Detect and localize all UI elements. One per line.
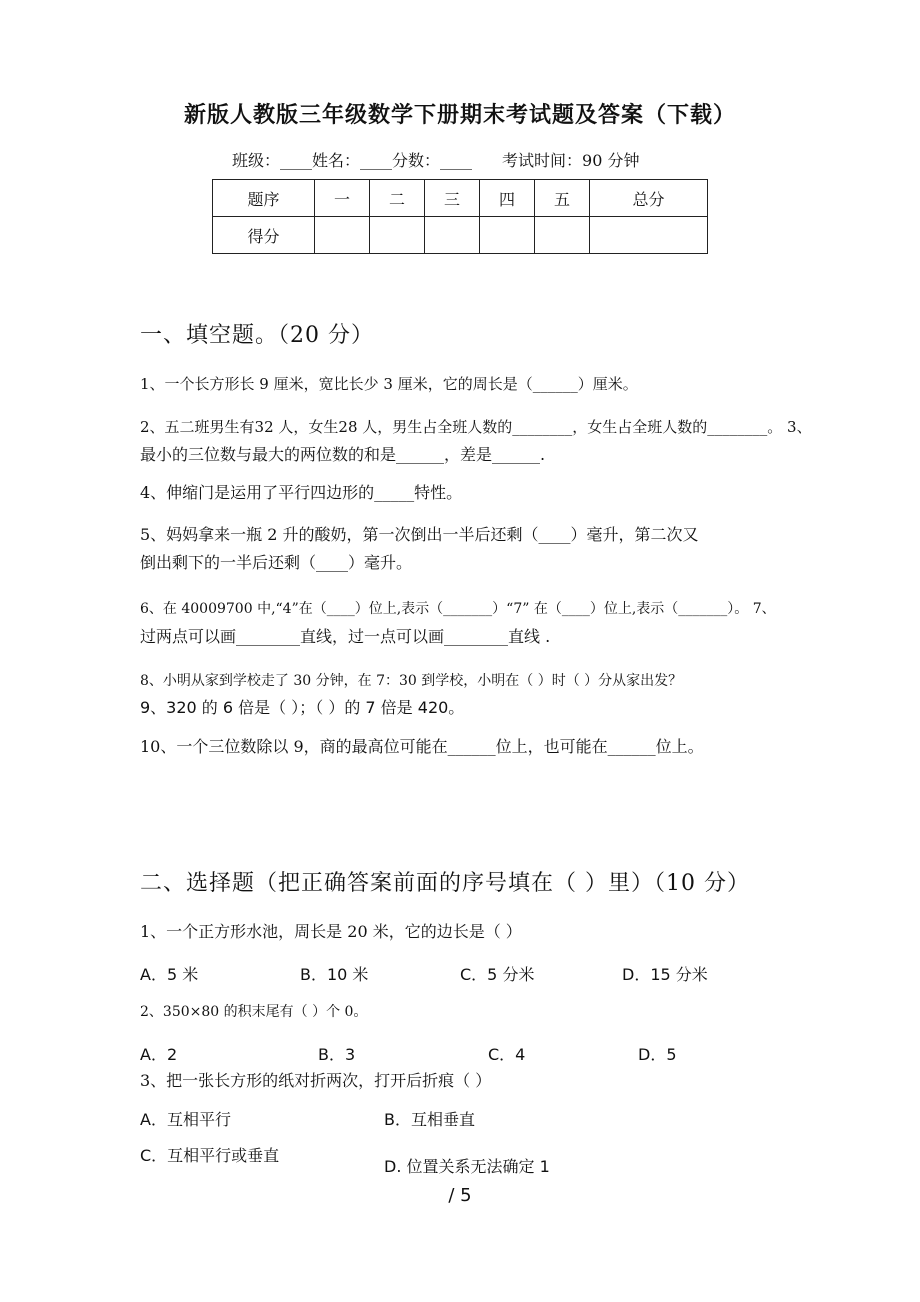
score-table-header-row	[213, 180, 708, 217]
s1-question-3-line2: 最小的三位数与最大的两位数的和是______，差是______.	[140, 445, 546, 464]
s2-q2-option-a: A．2	[140, 1045, 178, 1064]
name-label: 姓名：	[312, 151, 361, 170]
s2-q1-option-b: B．10 米	[300, 965, 369, 984]
s2-q3-option-d	[384, 1154, 550, 1177]
score-table-header-cell: 三	[425, 180, 480, 217]
s1-question-10: 10、一个三位数除以 9，商的最高位可能在______位上，也可能在______位上。	[140, 737, 704, 756]
s2-q2-option-b: B．3	[318, 1045, 356, 1064]
score-row-label: 得分	[213, 217, 315, 254]
s2-q2-option-c: C．4	[488, 1045, 526, 1064]
score-cell[interactable]	[425, 217, 480, 254]
page-title: 新版人教版三年级数学下册期末考试题及答案（下载）	[183, 102, 736, 128]
s1-question-5-line2: 倒出剩下的一半后还剩（____）毫升。	[140, 553, 413, 572]
exam-time: 考试时间：90 分钟	[502, 151, 640, 170]
s1-question-8: 8、小明从家到学校走了 30 分钟，在 7：30 到学校，小明在（ ）时（ ）分从家出发？	[140, 673, 683, 689]
s1-question-7-line2: 过两点可以画________直线，过一点可以画________直线 .	[140, 627, 551, 646]
score-table-header-cell: 题序	[213, 180, 315, 217]
name-blank: ____	[360, 151, 393, 170]
s1-question-5-line1: 5、妈妈拿来一瓶 2 升的酸奶，第一次倒出一半后还剩（____）毫升，第二次又	[140, 525, 699, 544]
s2-q1-option-c: C．5 分米	[460, 965, 535, 984]
s2-question-1: 1、一个正方形水池，周长是 20 米，它的边长是（ ）	[140, 922, 522, 941]
s2-q3-option-c: C．互相平行或垂直	[140, 1146, 280, 1165]
score-table-header-cell: 五	[535, 180, 590, 217]
section1-heading: 一、填空题。（20 分）	[140, 323, 374, 348]
page-footer: / 5	[448, 1185, 472, 1206]
section2-heading: 二、选择题（把正确答案前面的序号填在（ ）里）（10 分）	[140, 871, 750, 896]
s2-question-3: 3、把一张长方形的纸对折两次，打开后折痕（ ）	[140, 1071, 492, 1090]
page-number-current: 1	[539, 1157, 550, 1176]
score-label: 分数：	[392, 151, 441, 170]
score-cell[interactable]	[315, 217, 370, 254]
score-table-header-cell: 二	[370, 180, 425, 217]
score-table-header-cell: 一	[315, 180, 370, 217]
score-cell[interactable]	[480, 217, 535, 254]
score-cell[interactable]	[370, 217, 425, 254]
s1-question-4: 4、伸缩门是运用了平行四边形的_____特性。	[140, 483, 463, 502]
class-blank: ____	[280, 151, 313, 170]
s1-question-1: 1、一个长方形长 9 厘米，宽比长少 3 厘米，它的周长是（______）厘米。	[140, 375, 638, 393]
s2-q1-option-a: A．5 米	[140, 965, 199, 984]
class-label: 班级：	[232, 151, 281, 170]
score-table-score-row	[213, 217, 708, 254]
score-table	[212, 179, 708, 254]
s2-q3-option-a: A．互相平行	[140, 1110, 231, 1129]
score-table-header-cell: 总分	[590, 180, 708, 217]
score-cell[interactable]	[535, 217, 590, 254]
s2-q3-option-d-text: D. 位置关系无法确定	[384, 1157, 535, 1176]
score-blank: ____	[440, 151, 473, 170]
s1-question-9: 9、320 的 6 倍是（ ）；（ ）的 7 倍是 420。	[140, 698, 465, 717]
s1-question-6-line1: 6、在 40009700 中,“4”在（____）位上,表示（_______）“7” 在（____）位上,表示（_______）。 7、	[140, 601, 776, 617]
s2-q2-option-d: D．5	[638, 1045, 677, 1064]
score-cell[interactable]	[590, 217, 708, 254]
s2-q1-option-d: D．15 分米	[622, 965, 708, 984]
s1-question-2-line1: 2、五二班男生有32 人，女生28 人，男生占全班人数的________，女生占全班人数的________。 3、	[140, 418, 812, 436]
s2-question-2: 2、350×80 的积末尾有（ ）个 0。	[140, 1004, 368, 1020]
score-table-header-cell: 四	[480, 180, 535, 217]
s2-q3-option-b: B．互相垂直	[384, 1110, 475, 1129]
student-info-line	[232, 148, 640, 171]
